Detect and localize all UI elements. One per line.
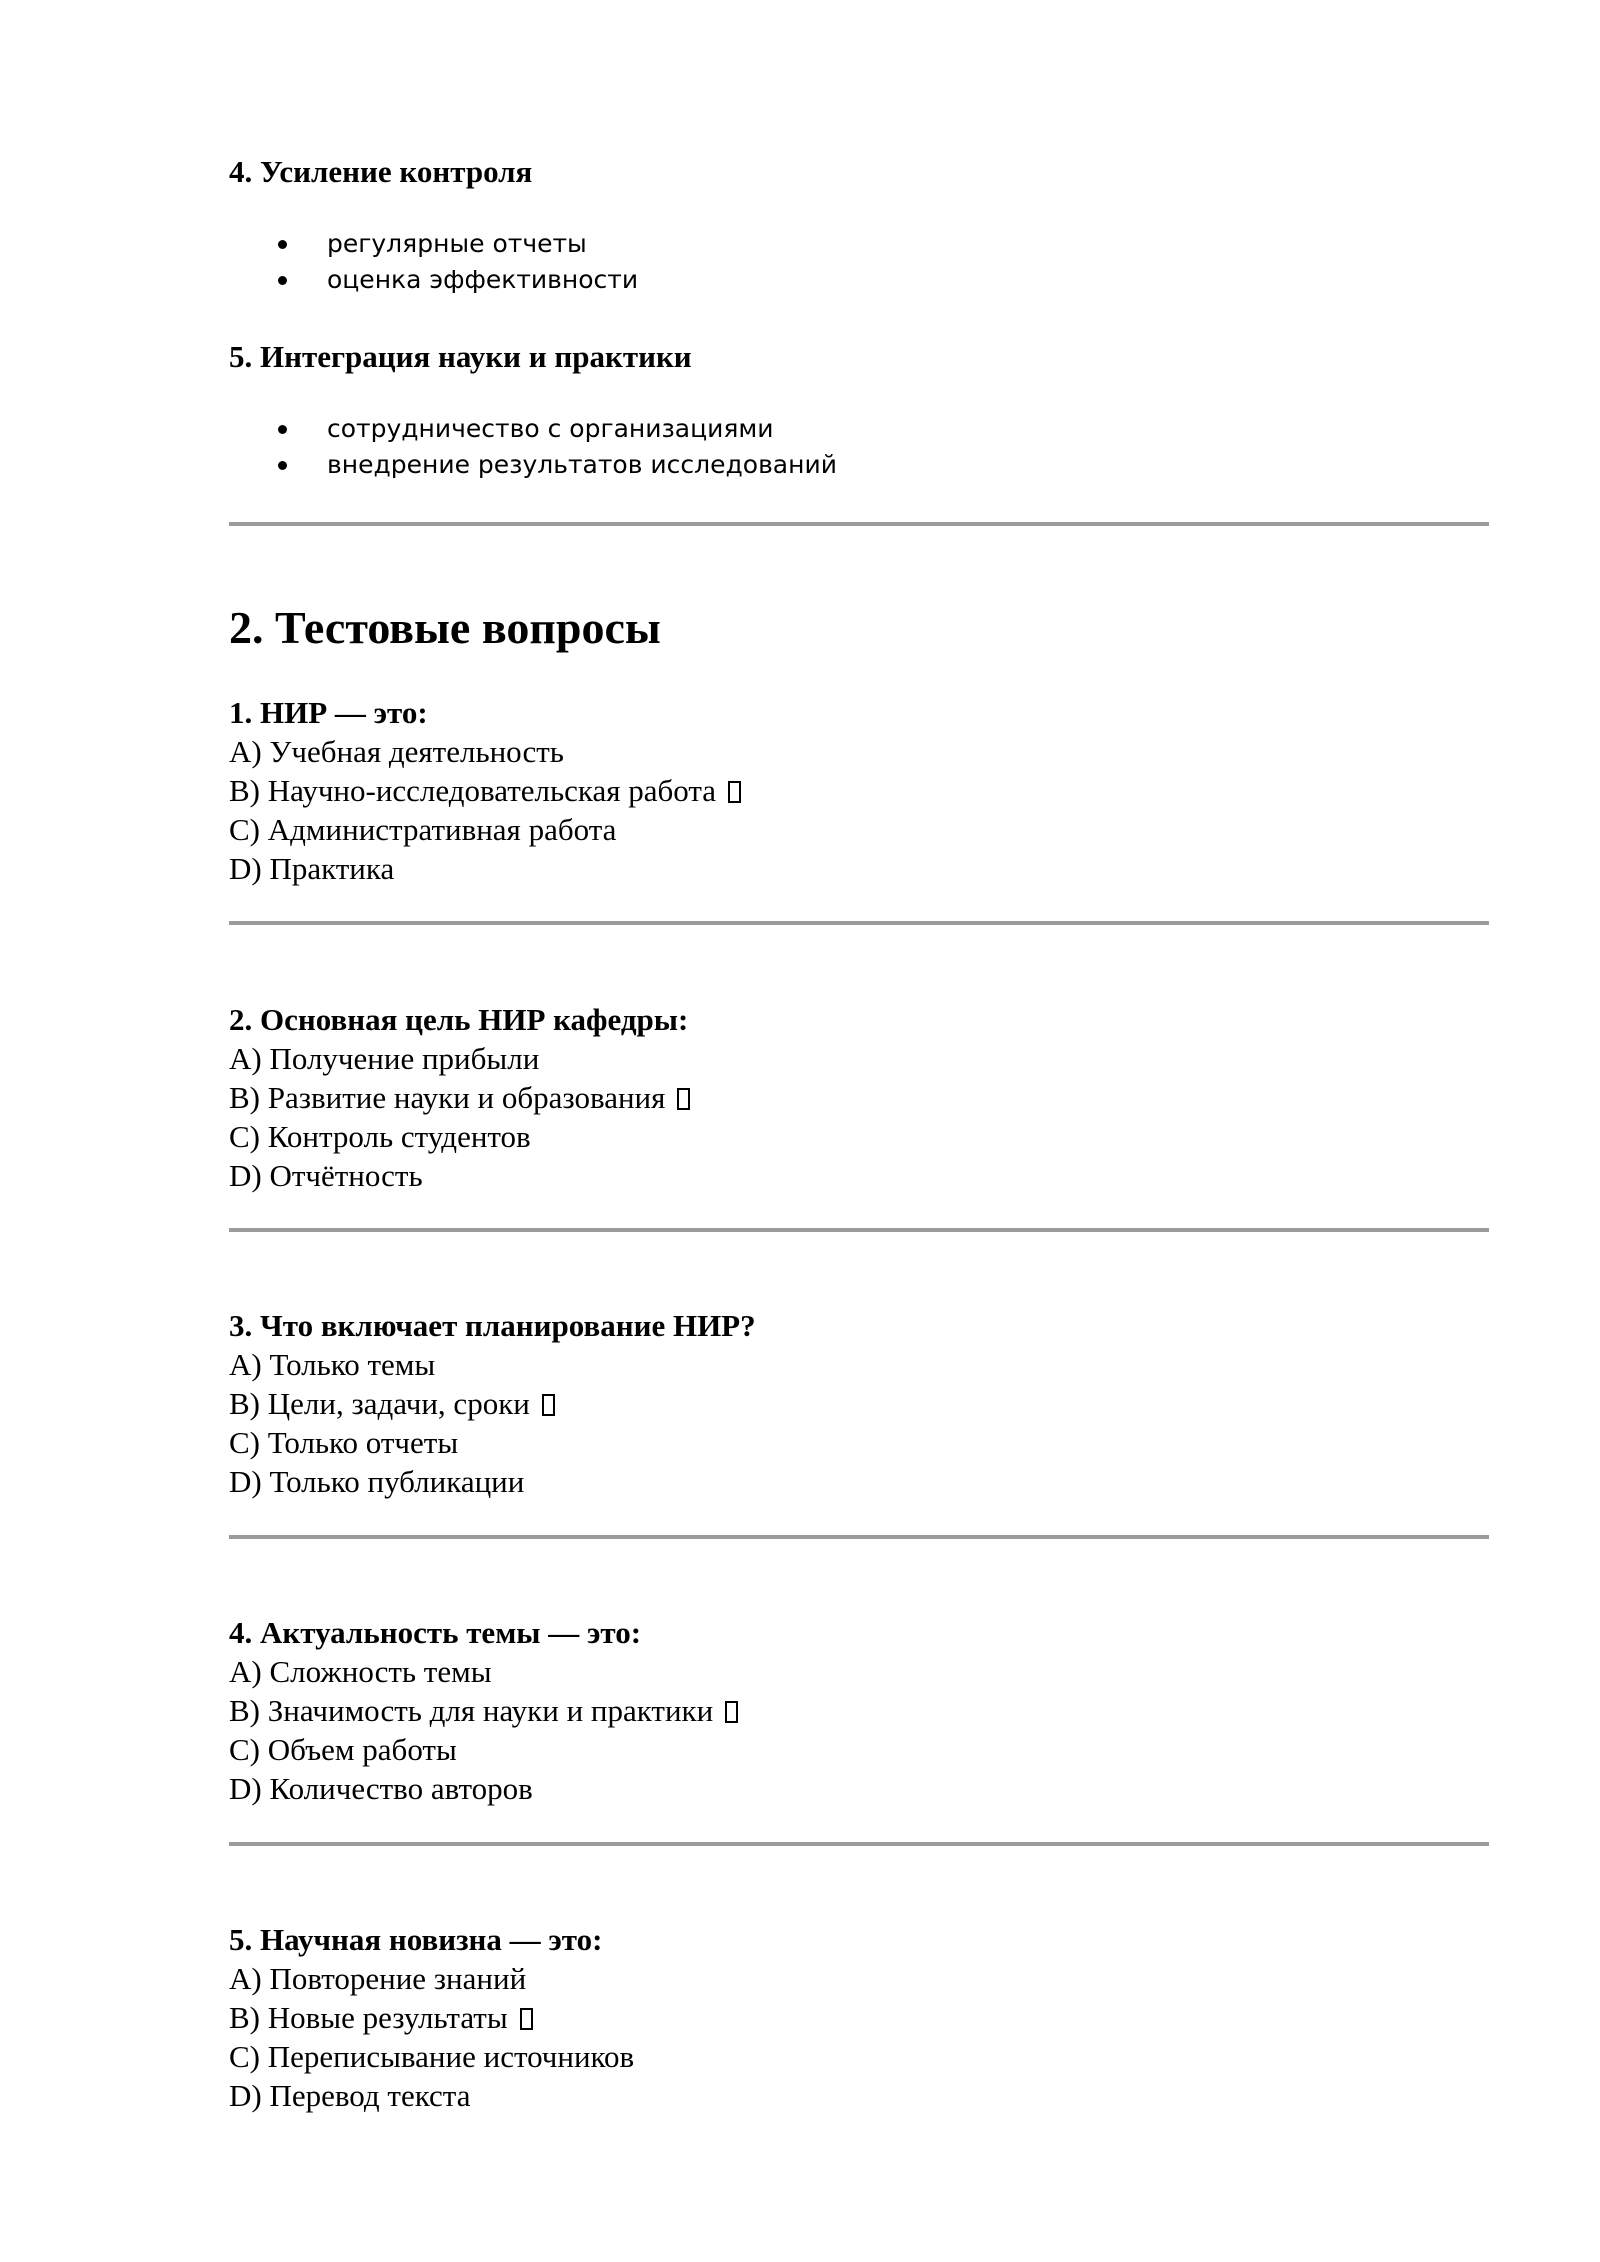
answer-option xyxy=(229,1156,690,1195)
horizontal-rule xyxy=(229,1535,1489,1539)
answer-option-correct xyxy=(229,1078,690,1117)
answer-option xyxy=(229,2076,634,2115)
answer-option-label: C) Объем работы xyxy=(229,1732,457,1767)
bullet-item: внедрение результатов исследований xyxy=(229,447,837,483)
answer-option-label: C) Контроль студентов xyxy=(229,1119,531,1154)
bullet-list xyxy=(229,226,638,298)
bullet-list xyxy=(229,411,837,483)
answer-option-label: C) Переписывание источников xyxy=(229,2039,635,2074)
horizontal-rule xyxy=(229,522,1489,526)
answer-option xyxy=(229,2037,634,2076)
answer-option-label: D) Перевод текста xyxy=(229,2078,471,2113)
answer-option-label: D) Количество авторов xyxy=(229,1771,533,1806)
answer-option xyxy=(229,810,741,849)
answer-option-label: D) Отчётность xyxy=(229,1158,423,1193)
answer-option-label: A) Только темы xyxy=(229,1347,436,1382)
answer-option xyxy=(229,1462,756,1501)
horizontal-rule xyxy=(229,921,1489,925)
question-title: 2. Основная цель НИР кафедры: xyxy=(229,1002,689,1037)
answer-option xyxy=(229,1730,738,1769)
answer-option-label: B) Цели, задачи, сроки xyxy=(229,1386,530,1421)
answer-option xyxy=(229,1959,634,1998)
missing-glyph-box-icon xyxy=(542,1394,555,1416)
answer-option-correct xyxy=(229,1384,756,1423)
question-block xyxy=(229,1614,738,1808)
section-heading: 5. Интеграция науки и практики xyxy=(229,339,692,374)
test-heading: 2. Тестовые вопросы xyxy=(229,602,661,653)
question-block xyxy=(229,1001,690,1195)
missing-glyph-box-icon xyxy=(728,781,741,803)
answer-option-correct xyxy=(229,1998,634,2037)
answer-option-label: C) Административная работа xyxy=(229,812,617,847)
missing-glyph-box-icon xyxy=(677,1088,690,1110)
question-block xyxy=(229,1921,634,2115)
answer-option xyxy=(229,1769,738,1808)
answer-option-label: A) Учебная деятельность xyxy=(229,734,564,769)
question-title: 4. Актуальность темы — это: xyxy=(229,1615,642,1650)
answer-option xyxy=(229,849,741,888)
question-block xyxy=(229,694,741,888)
answer-option-label: A) Повторение знаний xyxy=(229,1961,527,1996)
answer-option-label: B) Развитие науки и образования xyxy=(229,1080,666,1115)
answer-option-label: C) Только отчеты xyxy=(229,1425,459,1460)
answer-option-label: D) Практика xyxy=(229,851,395,886)
answer-option-correct xyxy=(229,771,741,810)
answer-option xyxy=(229,1652,738,1691)
answer-option xyxy=(229,1423,756,1462)
answer-option-label: B) Значимость для науки и практики xyxy=(229,1693,714,1728)
horizontal-rule xyxy=(229,1228,1489,1232)
bullet-item: оценка эффективности xyxy=(229,262,638,298)
question-title: 1. НИР — это: xyxy=(229,695,428,730)
missing-glyph-box-icon xyxy=(520,2008,533,2030)
answer-option xyxy=(229,1039,690,1078)
question-block xyxy=(229,1307,756,1501)
answer-option xyxy=(229,1345,756,1384)
horizontal-rule xyxy=(229,1842,1489,1846)
answer-option-label: B) Новые результаты xyxy=(229,2000,508,2035)
answer-option-label: A) Получение прибыли xyxy=(229,1041,540,1076)
answer-option-label: B) Научно-исследовательская работа xyxy=(229,773,717,808)
answer-option-label: D) Только публикации xyxy=(229,1464,525,1499)
question-title: 5. Научная новизна — это: xyxy=(229,1922,603,1957)
missing-glyph-box-icon xyxy=(725,1701,738,1723)
answer-option xyxy=(229,732,741,771)
answer-option xyxy=(229,1117,690,1156)
bullet-item: сотрудничество с организациями xyxy=(229,411,837,447)
answer-option-label: A) Сложность темы xyxy=(229,1654,492,1689)
bullet-item: регулярные отчеты xyxy=(229,226,638,262)
section-heading: 4. Усиление контроля xyxy=(229,154,533,189)
answer-option-correct xyxy=(229,1691,738,1730)
question-title: 3. Что включает планирование НИР? xyxy=(229,1308,756,1343)
